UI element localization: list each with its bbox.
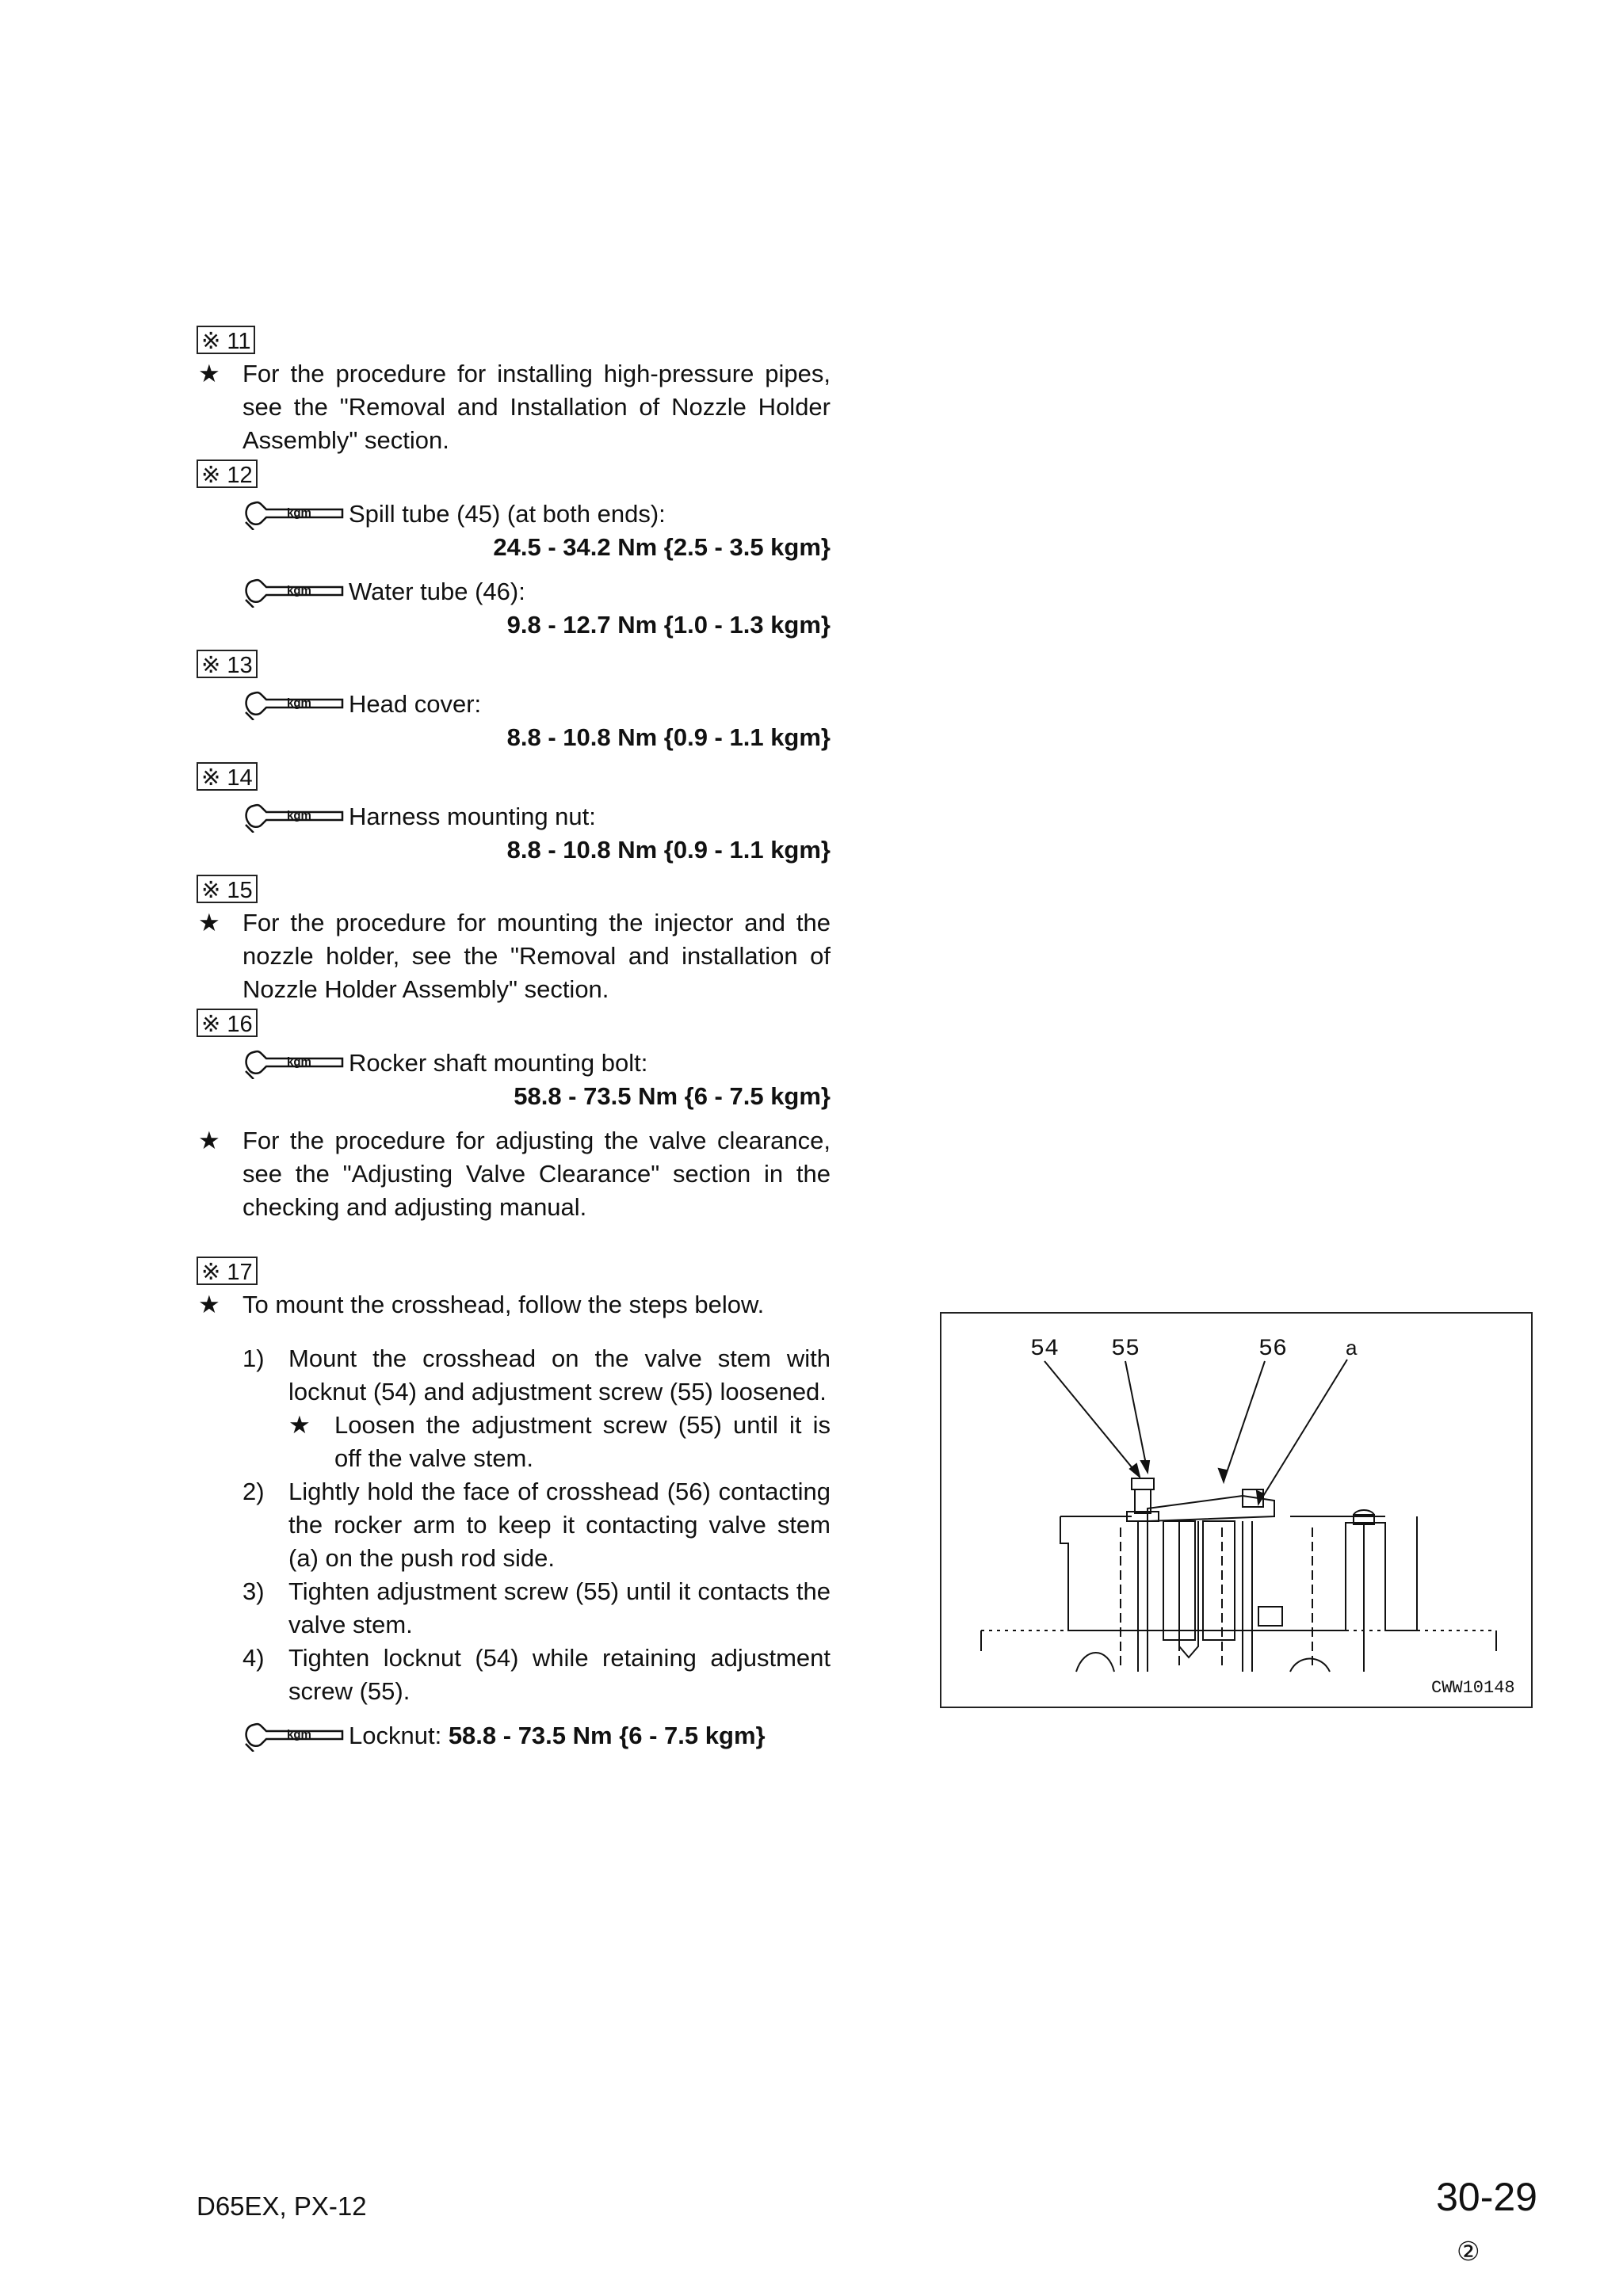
step-4 [242, 1642, 831, 1708]
svg-text:kgm: kgm [287, 696, 311, 710]
crosshead-diagram [941, 1314, 1531, 1707]
step-text: Mount the crosshead on the valve stem with locknut (54) and adjustment screw (55) loosened. [288, 1344, 831, 1405]
figure-code: CWW10148 [1431, 1678, 1515, 1698]
note-15 [197, 906, 831, 1006]
torque-locknut-value: 58.8 - 73.5 Nm {6 - 7.5 kgm} [448, 1722, 766, 1749]
torque-water-value: 9.8 - 12.7 Nm {1.0 - 1.3 kgm} [506, 611, 831, 639]
svg-text:kgm: kgm [287, 506, 311, 520]
step-number: 4) [242, 1644, 265, 1672]
torque-head-cover [242, 688, 831, 754]
page-number: 30-29 [1436, 2175, 1537, 2219]
step-1-note-text: Loosen the adjustment screw (55) until it is off the valve stem. [334, 1411, 831, 1472]
star-icon: ★ [198, 1291, 220, 1318]
note-16-text: For the procedure for adjusting the valve clearance, see the "Adjusting Valve Clearance" section in the checking and adjusting manual. [242, 1127, 831, 1221]
torque-harness-nut [242, 800, 831, 867]
torque-wrench-icon [242, 576, 344, 608]
torque-wrench-icon [242, 688, 344, 720]
torque-harness-value: 8.8 - 10.8 Nm {0.9 - 1.1 kgm} [506, 836, 831, 864]
torque-locknut [242, 1719, 831, 1753]
ref-mark-11: ※ 11 [197, 326, 255, 354]
svg-text:kgm: kgm [287, 1055, 311, 1069]
callout-a: a [1346, 1336, 1358, 1360]
torque-rocker-value: 58.8 - 73.5 Nm {6 - 7.5 kgm} [514, 1082, 831, 1110]
star-icon: ★ [198, 909, 220, 936]
torque-rocker-bolt [242, 1047, 831, 1113]
torque-wrench-icon [242, 801, 344, 833]
torque-spill-tube [242, 498, 831, 564]
torque-water-label: Water tube (46): [349, 578, 525, 605]
torque-head-value: 8.8 - 10.8 Nm {0.9 - 1.1 kgm} [506, 723, 831, 751]
svg-text:kgm: kgm [287, 1728, 311, 1741]
svg-text:kgm: kgm [287, 584, 311, 597]
note-16 [197, 1124, 831, 1224]
step-number: 3) [242, 1577, 265, 1605]
ref-mark-12: ※ 12 [197, 460, 258, 488]
torque-spill-label: Spill tube (45) (at both ends): [349, 500, 666, 528]
ref-mark-14: ※ 14 [197, 762, 258, 791]
torque-harness-label: Harness mounting nut: [349, 803, 596, 830]
star-icon: ★ [198, 1127, 220, 1154]
callout-56: 56 [1258, 1336, 1288, 1363]
instruction-column [197, 323, 831, 1753]
step-number: 2) [242, 1478, 265, 1505]
torque-wrench-icon [242, 1047, 344, 1079]
step-text: Lightly hold the face of crosshead (56) contacting the rocker arm to keep it contacting valve stem (a) on the push rod side. [288, 1478, 831, 1572]
step-text: Tighten locknut (54) while retaining adjustment screw (55). [288, 1644, 831, 1705]
note-11 [197, 357, 831, 457]
torque-head-label: Head cover: [349, 690, 482, 718]
note-17 [197, 1288, 831, 1322]
crosshead-figure [940, 1312, 1533, 1708]
torque-wrench-icon [242, 498, 344, 530]
step-2 [242, 1475, 831, 1575]
torque-locknut-label: Locknut: [349, 1722, 449, 1749]
svg-text:kgm: kgm [287, 809, 311, 822]
torque-water-tube [242, 575, 831, 642]
note-15-text: For the procedure for mounting the injector and the nozzle holder, see the "Removal and installation of Nozzle Holder Assembly" section. [242, 909, 831, 1003]
step-3 [242, 1575, 831, 1642]
step-text: Tighten adjustment screw (55) until it contacts the valve stem. [288, 1577, 831, 1638]
note-17-text: To mount the crosshead, follow the steps below. [242, 1291, 765, 1318]
step-number: 1) [242, 1344, 265, 1372]
ref-mark-17: ※ 17 [197, 1257, 258, 1285]
torque-wrench-icon [242, 1720, 344, 1752]
torque-rocker-label: Rocker shaft mounting bolt: [349, 1049, 648, 1077]
step-1-note [288, 1409, 831, 1475]
crosshead-steps [242, 1342, 831, 1708]
torque-spill-value: 24.5 - 34.2 Nm {2.5 - 3.5 kgm} [493, 533, 831, 561]
revision-mark: ② [1457, 2237, 1480, 2266]
footer-model: D65EX, PX-12 [197, 2191, 367, 2221]
callout-54: 54 [1030, 1336, 1060, 1363]
step-1 [242, 1342, 831, 1409]
ref-mark-15: ※ 15 [197, 875, 258, 903]
ref-mark-13: ※ 13 [197, 650, 258, 678]
star-icon: ★ [198, 360, 220, 387]
callout-55: 55 [1111, 1336, 1140, 1363]
ref-mark-16: ※ 16 [197, 1009, 258, 1037]
note-11-text: For the procedure for installing high-pressure pipes, see the "Removal and Installation of Nozzle Holder Assembly" section. [242, 360, 831, 454]
star-icon: ★ [288, 1411, 311, 1439]
